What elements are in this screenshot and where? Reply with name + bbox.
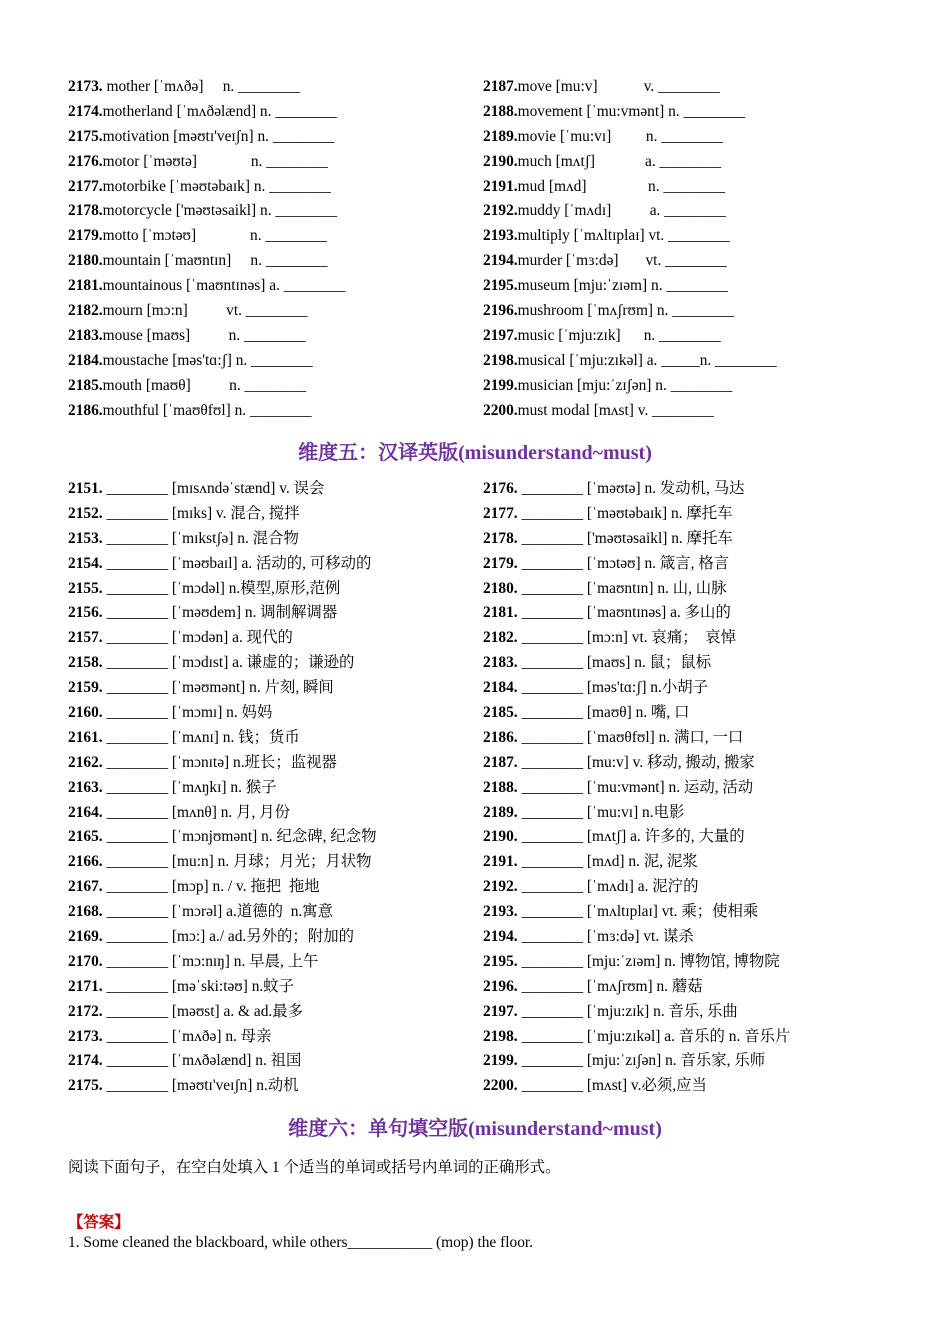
vocab-entry: [483, 950, 898, 975]
entry-number: 2186.: [483, 728, 518, 746]
vocab-entry: [483, 1025, 898, 1050]
entry-text: ________ [mju:ˈzɪəm] n. 博物馆, 博物院: [517, 952, 780, 970]
entry-number: 2180.: [483, 579, 518, 597]
entry-text: motor [ˈməʊtə] n. ________: [102, 152, 328, 170]
entry-text: ________ [ˈməʊmənt] n. 片刻, 瞬间: [102, 679, 334, 697]
vocab-entry: [68, 249, 483, 274]
entry-number: 2186.: [68, 401, 103, 419]
entry-text: ________ [ˈmʌðə] n. 母亲: [102, 1027, 272, 1045]
entry-number: 2172.: [68, 1002, 103, 1020]
entry-number: 2168.: [68, 903, 103, 921]
entry-number: 2166.: [68, 853, 103, 871]
entry-number: 2179.: [483, 554, 518, 572]
entry-text: ________ [ˈmɔnjʊmənt] n. 纪念碑, 纪念物: [102, 828, 377, 846]
vocab-entry: [68, 651, 483, 676]
entry-text: ________ [ˈmu:vmənt] n. 运动, 活动: [517, 778, 754, 796]
entry-text: ________ [ˈməʊdem] n. 调制解调器: [102, 604, 338, 622]
entry-text: ________ [mʌtʃ] a. 许多的, 大量的: [517, 828, 745, 846]
vocab-entry: [483, 249, 898, 274]
entry-text: mouth [maʊθ] n. ________: [102, 376, 307, 394]
entry-text: muddy [ˈmʌdɪ] a. ________: [517, 202, 726, 220]
vocab-entry: [68, 577, 483, 602]
entry-number: 2179.: [68, 227, 103, 245]
entry-text: ________ [ˈmɔnɪtə] n.班长；监视器: [102, 753, 337, 771]
entry-text: move [mu:v] v. ________: [517, 78, 720, 95]
vocab-entry: [483, 324, 898, 349]
entry-number: 2173.: [68, 1027, 103, 1045]
entry-number: 2159.: [68, 679, 103, 697]
vocab-entry: [483, 75, 898, 100]
entry-text: ________ [mʌd] n. 泥, 泥浆: [517, 853, 698, 871]
entry-text: ________ [məˈski:təʊ] n.蚊子: [102, 977, 295, 995]
entry-number: 2193.: [483, 903, 518, 921]
entry-text: ________ [ˈmɔtəʊ] n. 箴言, 格言: [517, 554, 730, 572]
entry-number: 2199.: [483, 376, 518, 394]
vocab-entry: [68, 299, 483, 324]
section6-instruction: 阅读下面句子，在空白处填入 1 个适当的单词或括号内单词的正确形式。: [68, 1159, 561, 1176]
entry-text: mother [ˈmʌðə] n. ________: [102, 78, 300, 95]
entry-text: musical [ˈmju:zɪkəl] a. _____n. ________: [517, 351, 777, 369]
vocab-entry: [68, 224, 483, 249]
entry-number: 2185.: [483, 704, 518, 722]
vocab-entry: [483, 150, 898, 175]
entry-text: museum [mju:ˈzɪəm] n. ________: [517, 277, 728, 295]
entry-number: 2191.: [483, 177, 518, 195]
vocab-entry: [68, 776, 483, 801]
entry-text: ________ [mɔ:] a./ ad.另外的；附加的: [102, 928, 354, 946]
vocab-entry: [483, 850, 898, 875]
entry-number: 2175.: [68, 127, 103, 145]
vocab-entry: [483, 975, 898, 1000]
vocab-entry: [68, 626, 483, 651]
vocab-entry: [68, 676, 483, 701]
vocab-entry: [68, 1000, 483, 1025]
entry-text: much [mʌtʃ] a. ________: [517, 152, 722, 170]
entry-number: 2167.: [68, 878, 103, 896]
section4-list: [68, 75, 898, 423]
entry-text: ________ [ˈmɔdən] a. 现代的: [102, 629, 293, 647]
vocab-entry: [483, 776, 898, 801]
entry-number: 2198.: [483, 1027, 518, 1045]
entry-text: ________ [məʊst] a. & ad.最多: [102, 1002, 304, 1020]
vocab-entry: [483, 825, 898, 850]
entry-text: mourn [mɔ:n] vt. ________: [102, 302, 308, 320]
vocab-entry: [483, 801, 898, 826]
entry-text: multiply [ˈmʌltɪplaɪ] vt. ________: [517, 227, 730, 245]
entry-text: ________ [mʌnθ] n. 月, 月份: [102, 803, 290, 821]
entry-text: ________ [ˈmaʊθfʊl] n. 满口, 一口: [517, 728, 744, 746]
entry-text: murder [ˈmɜ:də] vt. ________: [517, 252, 727, 270]
vocab-entry: [483, 701, 898, 726]
entry-text: ________ [ˈməʊbaɪl] a. 活动的, 可移动的: [102, 554, 372, 572]
entry-text: ________ [ˈmju:zɪk] n. 音乐, 乐曲: [517, 1002, 738, 1020]
entry-number: 2181.: [483, 604, 518, 622]
entry-text: ________ [mɔ:n] vt. 哀痛； 哀悼: [517, 629, 737, 647]
vocab-entry: [68, 950, 483, 975]
vocab-entry: [483, 651, 898, 676]
entry-text: movement [ˈmu:vmənt] n. ________: [517, 102, 746, 120]
entry-number: 2197.: [483, 326, 518, 344]
entry-number: 2196.: [483, 302, 518, 320]
entry-text: motivation [məʊtɪ'veɪʃn] n. ________: [102, 127, 335, 145]
entry-text: ________ [mʌst] v.必须,应当: [517, 1077, 707, 1095]
question-1: 1. Some cleaned the blackboard, while others___________ (mop) the floor.: [68, 1234, 534, 1251]
entry-number: 2176.: [483, 480, 518, 497]
entry-number: 2178.: [68, 202, 103, 220]
entry-number: 2173.: [68, 78, 103, 95]
entry-number: 2180.: [68, 252, 103, 270]
entry-number: 2189.: [483, 127, 518, 145]
entry-text: ________ [mɪsʌndəˈstænd] v. 误会: [102, 480, 325, 497]
entry-number: 2155.: [68, 579, 103, 597]
vocab-entry: [483, 100, 898, 125]
vocab-entry: [68, 801, 483, 826]
entry-number: 2177.: [68, 177, 103, 195]
vocab-entry: [483, 751, 898, 776]
entry-text: mud [mʌd] n. ________: [517, 177, 725, 195]
entry-text: music [ˈmju:zɪk] n. ________: [517, 326, 721, 344]
entry-number: 2171.: [68, 977, 103, 995]
vocab-entry: [68, 925, 483, 950]
vocab-entry: [68, 1049, 483, 1074]
vocab-entry: [68, 125, 483, 150]
vocab-entry: [483, 349, 898, 374]
entry-number: 2185.: [68, 376, 103, 394]
entry-number: 2182.: [483, 629, 518, 647]
vocab-entry: [68, 1074, 483, 1099]
vocab-entry: [68, 701, 483, 726]
entry-text: ________ [ˈmʌnɪ] n. 钱；货币: [102, 728, 300, 746]
entry-text: motorbike [ˈməʊtəbaɪk] n. ________: [102, 177, 331, 195]
vocab-entry: [483, 925, 898, 950]
entry-number: 2193.: [483, 227, 518, 245]
entry-number: 2174.: [68, 102, 103, 120]
vocab-entry: [68, 75, 483, 100]
entry-number: 2157.: [68, 629, 103, 647]
entry-text: ________ [məʊtɪ'veɪʃn] n.动机: [102, 1077, 299, 1095]
vocab-entry: [483, 900, 898, 925]
entry-text: ________ [məs'tɑ:ʃ] n.小胡子: [517, 679, 709, 697]
entry-number: 2184.: [68, 351, 103, 369]
section5-right-column: [483, 477, 898, 1099]
section4-left-column: [68, 75, 483, 423]
entry-number: 2199.: [483, 1052, 518, 1070]
vocab-entry: [483, 601, 898, 626]
entry-text: motorcycle ['məʊtəsaikl] n. ________: [102, 202, 337, 220]
entry-number: 2190.: [483, 152, 518, 170]
entry-number: 2200.: [483, 401, 518, 419]
vocab-entry: [68, 349, 483, 374]
vocab-entry: [483, 626, 898, 651]
vocab-entry: [68, 1025, 483, 1050]
vocab-entry: [68, 374, 483, 399]
entry-number: 2196.: [483, 977, 518, 995]
vocab-entry: [483, 676, 898, 701]
vocab-entry: [483, 527, 898, 552]
entry-text: mushroom [ˈmʌʃrʊm] n. ________: [517, 302, 734, 320]
entry-number: 2187.: [483, 753, 518, 771]
entry-number: 2192.: [483, 202, 518, 220]
vocab-entry: [483, 726, 898, 751]
entry-number: 2174.: [68, 1052, 103, 1070]
vocab-entry: [483, 477, 898, 502]
entry-text: ________ [ˈmʌðəlænd] n. 祖国: [102, 1052, 302, 1070]
entry-number: 2161.: [68, 728, 103, 746]
entry-number: 2158.: [68, 654, 103, 672]
entry-text: ________ [ˈmɔdɪst] a. 谦虚的；谦逊的: [102, 654, 355, 672]
entry-text: ________ [mju:ˈzɪʃən] n. 音乐家, 乐师: [517, 1052, 766, 1070]
entry-text: ________ [ˈmaʊntɪn] n. 山, 山脉: [517, 579, 727, 597]
entry-text: ________ [ˈmɔmɪ] n. 妈妈: [102, 704, 273, 722]
entry-number: 2153.: [68, 529, 103, 547]
vocab-entry: [483, 299, 898, 324]
entry-number: 2176.: [68, 152, 103, 170]
vocab-entry: [483, 125, 898, 150]
entry-number: 2152.: [68, 504, 103, 522]
entry-number: 2175.: [68, 1077, 103, 1095]
entry-number: 2188.: [483, 102, 518, 120]
entry-number: 2164.: [68, 803, 103, 821]
entry-text: mouse [maʊs] n. ________: [102, 326, 306, 344]
entry-text: ________ ['məʊtəsaikl] n. 摩托车: [517, 529, 733, 547]
entry-text: ________ [mu:v] v. 移动, 搬动, 搬家: [517, 753, 755, 771]
entry-number: 2188.: [483, 778, 518, 796]
vocab-entry: [68, 150, 483, 175]
entry-text: musician [mju:ˈzɪʃən] n. ________: [517, 376, 733, 394]
entry-text: ________ [ˈmɔrəl] a.道德的 n.寓意: [102, 903, 334, 921]
entry-text: ________ [ˈmju:zɪkəl] a. 音乐的 n. 音乐片: [517, 1027, 791, 1045]
entry-number: 2177.: [483, 504, 518, 522]
entry-number: 2160.: [68, 704, 103, 722]
entry-number: 2163.: [68, 778, 103, 796]
entry-text: movie [ˈmu:vɪ] n. ________: [517, 127, 723, 145]
entry-text: motherland [ˈmʌðəlænd] n. ________: [102, 102, 337, 120]
entry-text: ________ [ˈmʌŋkɪ] n. 猴子: [102, 778, 277, 796]
entry-text: moustache [məs'tɑ:ʃ] n. ________: [102, 351, 313, 369]
entry-text: mountain [ˈmaʊntɪn] n. ________: [102, 252, 328, 270]
entry-text: ________ [ˈmɪkstʃə] n. 混合物: [102, 529, 299, 547]
vocab-entry: [483, 199, 898, 224]
section6-title: 维度六：单句填空版(misunderstand~must): [288, 1118, 662, 1140]
entry-number: 2182.: [68, 302, 103, 320]
entry-number: 2200.: [483, 1077, 518, 1095]
entry-number: 2169.: [68, 928, 103, 946]
vocab-entry: [68, 751, 483, 776]
vocab-entry: [68, 552, 483, 577]
entry-number: 2198.: [483, 351, 518, 369]
entry-number: 2187.: [483, 78, 518, 95]
entry-number: 2190.: [483, 828, 518, 846]
entry-number: 2183.: [68, 326, 103, 344]
entry-text: must modal [mʌst] v. ________: [517, 401, 714, 419]
entry-number: 2181.: [68, 277, 103, 295]
vocab-entry: [483, 1049, 898, 1074]
vocab-entry: [68, 100, 483, 125]
entry-number: 2154.: [68, 554, 103, 572]
entry-text: ________ [ˈmʌʃrʊm] n. 蘑菇: [517, 977, 703, 995]
entry-text: mountainous [ˈmaʊntɪnəs] a. ________: [102, 277, 346, 295]
section5-title: 维度五：汉译英版(misunderstand~must): [298, 442, 652, 464]
vocab-entry: [483, 875, 898, 900]
entry-text: ________ [ˈmɜ:də] vt. 谋杀: [517, 928, 694, 946]
vocab-entry: [68, 825, 483, 850]
vocab-entry: [68, 399, 483, 424]
entry-text: motto [ˈmɔtəʊ] n. ________: [102, 227, 327, 245]
entry-text: mouthful [ˈmaʊθfʊl] n. ________: [102, 401, 312, 419]
entry-text: ________ [ˈmʌltɪplaɪ] vt. 乘；使相乘: [517, 903, 759, 921]
vocab-entry: [68, 601, 483, 626]
vocab-entry: [483, 374, 898, 399]
entry-text: ________ [maʊθ] n. 嘴, 口: [517, 704, 690, 722]
entry-text: ________ [ˈmu:vɪ] n.电影: [517, 803, 685, 821]
entry-text: ________ [ˈməʊtəbaɪk] n. 摩托车: [517, 504, 733, 522]
entry-number: 2170.: [68, 952, 103, 970]
entry-number: 2156.: [68, 604, 103, 622]
vocab-entry: [68, 527, 483, 552]
vocab-entry: [68, 875, 483, 900]
entry-text: ________ [maʊs] n. 鼠；鼠标: [517, 654, 712, 672]
section5-list: [68, 477, 898, 1099]
entry-number: 2184.: [483, 679, 518, 697]
entry-number: 2183.: [483, 654, 518, 672]
vocab-entry: [68, 199, 483, 224]
entry-text: ________ [mɪks] v. 混合, 搅拌: [102, 504, 300, 522]
entry-number: 2165.: [68, 828, 103, 846]
vocab-entry: [483, 577, 898, 602]
entry-number: 2195.: [483, 952, 518, 970]
vocab-entry: [483, 502, 898, 527]
entry-number: 2195.: [483, 277, 518, 295]
vocab-entry: [483, 552, 898, 577]
entry-number: 2178.: [483, 529, 518, 547]
entry-number: 2197.: [483, 1002, 518, 1020]
vocab-entry: [483, 224, 898, 249]
entry-number: 2194.: [483, 252, 518, 270]
vocab-entry: [68, 175, 483, 200]
section5-left-column: [68, 477, 483, 1099]
entry-number: 2192.: [483, 878, 518, 896]
entry-text: ________ [mɔp] n. / v. 拖把 拖地: [102, 878, 320, 896]
entry-number: 2189.: [483, 803, 518, 821]
vocab-entry: [483, 1074, 898, 1099]
entry-number: 2191.: [483, 853, 518, 871]
vocab-entry: [483, 175, 898, 200]
entry-number: 2151.: [68, 480, 103, 497]
vocab-entry: [483, 1000, 898, 1025]
entry-number: 2162.: [68, 753, 103, 771]
answer-label: 【答案】: [68, 1214, 130, 1231]
vocab-entry: [68, 900, 483, 925]
vocab-entry: [68, 975, 483, 1000]
vocab-entry: [68, 477, 483, 502]
entry-text: ________ [ˈmʌdɪ] a. 泥泞的: [517, 878, 699, 896]
entry-number: 2194.: [483, 928, 518, 946]
entry-text: ________ [ˈmɔ:nɪŋ] n. 早晨, 上午: [102, 952, 319, 970]
section4-right-column: [483, 75, 898, 423]
entry-text: ________ [ˈmaʊntɪnəs] a. 多山的: [517, 604, 731, 622]
entry-text: ________ [mu:n] n. 月球；月光；月状物: [102, 853, 372, 871]
entry-text: ________ [ˈmɔdəl] n.模型,原形,范例: [102, 579, 341, 597]
vocab-entry: [483, 399, 898, 424]
vocab-entry: [68, 726, 483, 751]
vocab-entry: [68, 274, 483, 299]
vocab-entry: [68, 502, 483, 527]
entry-text: ________ [ˈməʊtə] n. 发动机, 马达: [517, 480, 745, 497]
vocab-entry: [68, 850, 483, 875]
vocab-entry: [68, 324, 483, 349]
vocab-entry: [483, 274, 898, 299]
